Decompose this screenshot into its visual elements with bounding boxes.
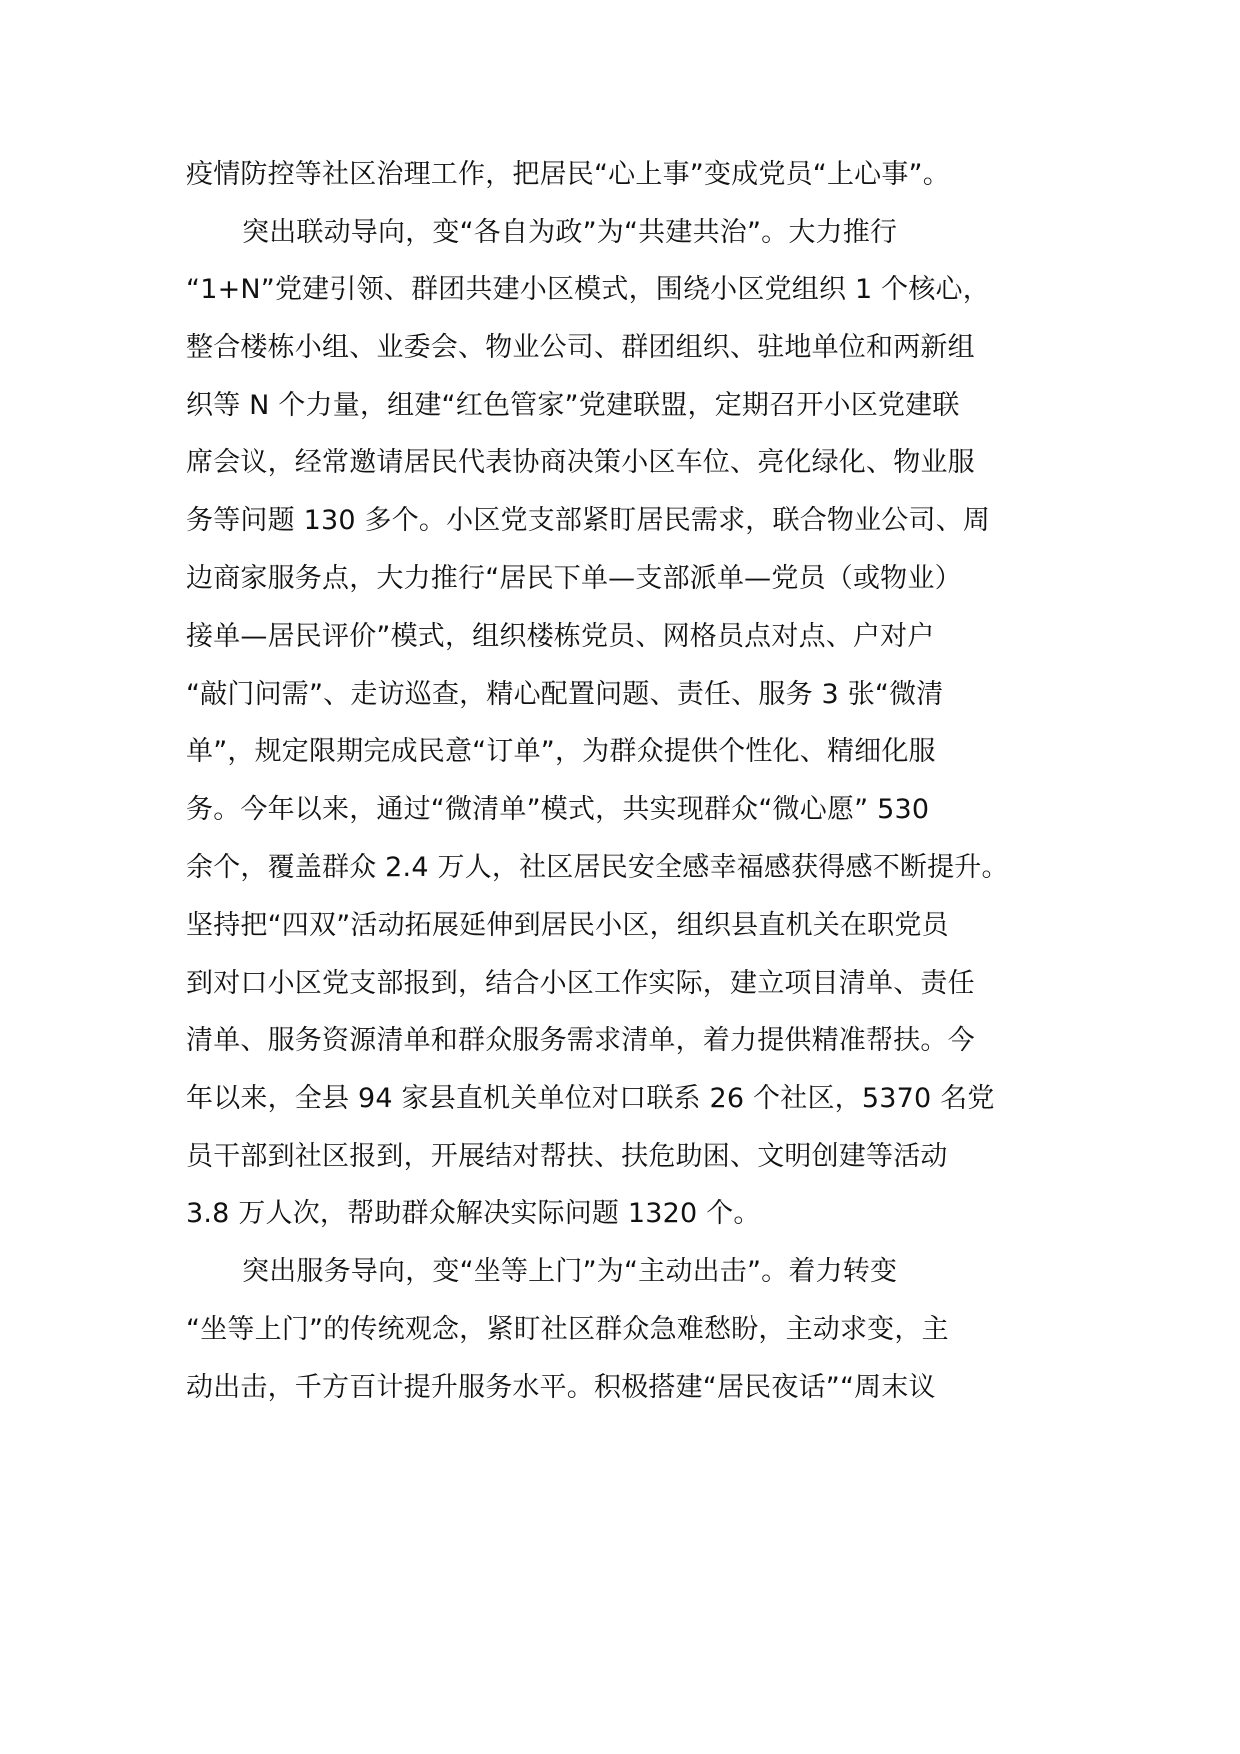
text-line: 疫情防控等社区治理工作，把居民“心上事”变成党员“上心事”。 — [186, 159, 950, 190]
text-line: 席会议，经常邀请居民代表协商决策小区车位、亮化绿化、物业服 — [186, 447, 975, 478]
text-line: 年以来，全县 94 家县直机关单位对口联系 26 个社区，5370 名党 — [186, 1083, 995, 1114]
text-line: 边商家服务点，大力推行“居民下单—支部派单—党员（或物业） — [186, 563, 962, 594]
paragraph-start-line: 突出服务导向，变“坐等上门”为“主动出击”。着力转变 — [242, 1256, 898, 1287]
text-line: “敲门问需”、走访巡查，精心配置问题、责任、服务 3 张“微清 — [186, 679, 944, 710]
text-line: 整合楼栋小组、业委会、物业公司、群团组织、驻地单位和两新组 — [186, 332, 975, 363]
text-line: 清单、服务资源清单和群众服务需求清单，着力提供精准帮扶。今 — [186, 1025, 975, 1056]
text-line: 员干部到社区报到，开展结对帮扶、扶危助困、文明创建等活动 — [186, 1141, 948, 1172]
text-line: 余个，覆盖群众 2.4 万人，社区居民安全感幸福感获得感不断提升。 — [186, 852, 1009, 883]
text-line: 接单—居民评价”模式，组织楼栋党员、网格员点对点、户对户 — [186, 621, 935, 652]
text-line: 3.8 万人次，帮助群众解决实际问题 1320 个。 — [186, 1198, 761, 1229]
text-line: 单”，规定限期完成民意“订单”，为群众提供个性化、精细化服 — [186, 736, 936, 767]
text-line: “1+N”党建引领、群团共建小区模式，围绕小区党组织 1 个核心， — [186, 274, 990, 305]
text-line: “坐等上门”的传统观念，紧盯社区群众急难愁盼，主动求变，主 — [186, 1314, 949, 1345]
text-line: 务。今年以来，通过“微清单”模式，共实现群众“微心愿” 530 — [186, 794, 930, 825]
paragraph-start-line: 突出联动导向，变“各自为政”为“共建共治”。大力推行 — [242, 217, 898, 248]
text-line: 织等 N 个力量，组建“红色管家”党建联盟，定期召开小区党建联 — [186, 390, 960, 421]
text-line: 务等问题 130 多个。小区党支部紧盯居民需求，联合物业公司、周 — [186, 505, 991, 536]
text-line: 坚持把“四双”活动拓展延伸到居民小区，组织县直机关在职党员 — [186, 910, 949, 941]
text-line: 到对口小区党支部报到，结合小区工作实际，建立项目清单、责任 — [186, 968, 975, 999]
text-line: 动出击，千方百计提升服务水平。积极搭建“居民夜话”“周末议 — [186, 1372, 936, 1403]
